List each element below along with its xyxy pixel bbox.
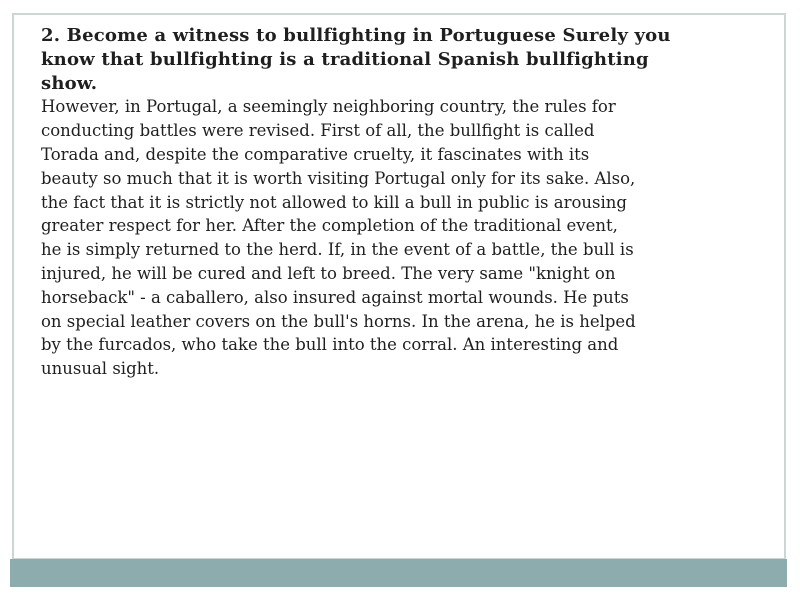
heading-line: know that bullfighting is a traditional Spanish bullfighting: [41, 48, 649, 70]
text-block: [41, 24, 671, 381]
heading-line: show.: [41, 72, 98, 94]
slide-heading: [41, 24, 671, 95]
heading-line: 2. Become a witness to bullfighting in Portuguese Surely you: [41, 25, 671, 46]
body-text-line: greater respect for her. After the completion of the traditional event,: [41, 216, 618, 236]
body-text-line: by the furcados, who take the bull into the corral. An interesting and: [41, 335, 619, 355]
body-text-line: unusual sight.: [41, 359, 160, 379]
body-text-line: injured, he will be cured and left to breed. The very same "knight on: [41, 263, 616, 283]
body-text-line: horseback" - a caballero, also insured against mortal wounds. He puts: [41, 287, 629, 307]
body-text-line: he is simply returned to the herd. If, in the event of a battle, the bull is: [41, 240, 634, 260]
body-text-line: on special leather covers on the bull's horns. In the arena, he is helped: [41, 311, 636, 331]
content-frame: [12, 13, 786, 560]
body-text-line: Torada and, despite the comparative cruelty, it fascinates with its: [41, 144, 590, 164]
body-text-line: the fact that it is strictly not allowed to kill a bull in public is arousing: [41, 192, 627, 212]
body-text-line: conducting battles were revised. First of all, the bullfight is called: [41, 121, 595, 141]
body-text-line: However, in Portugal, a seemingly neighboring country, the rules for: [41, 97, 616, 117]
bottom-accent-bar: [10, 559, 787, 587]
body-text-line: beauty so much that it is worth visiting Portugal only for its sake. Also,: [41, 168, 636, 188]
slide-body-text: [41, 95, 671, 381]
